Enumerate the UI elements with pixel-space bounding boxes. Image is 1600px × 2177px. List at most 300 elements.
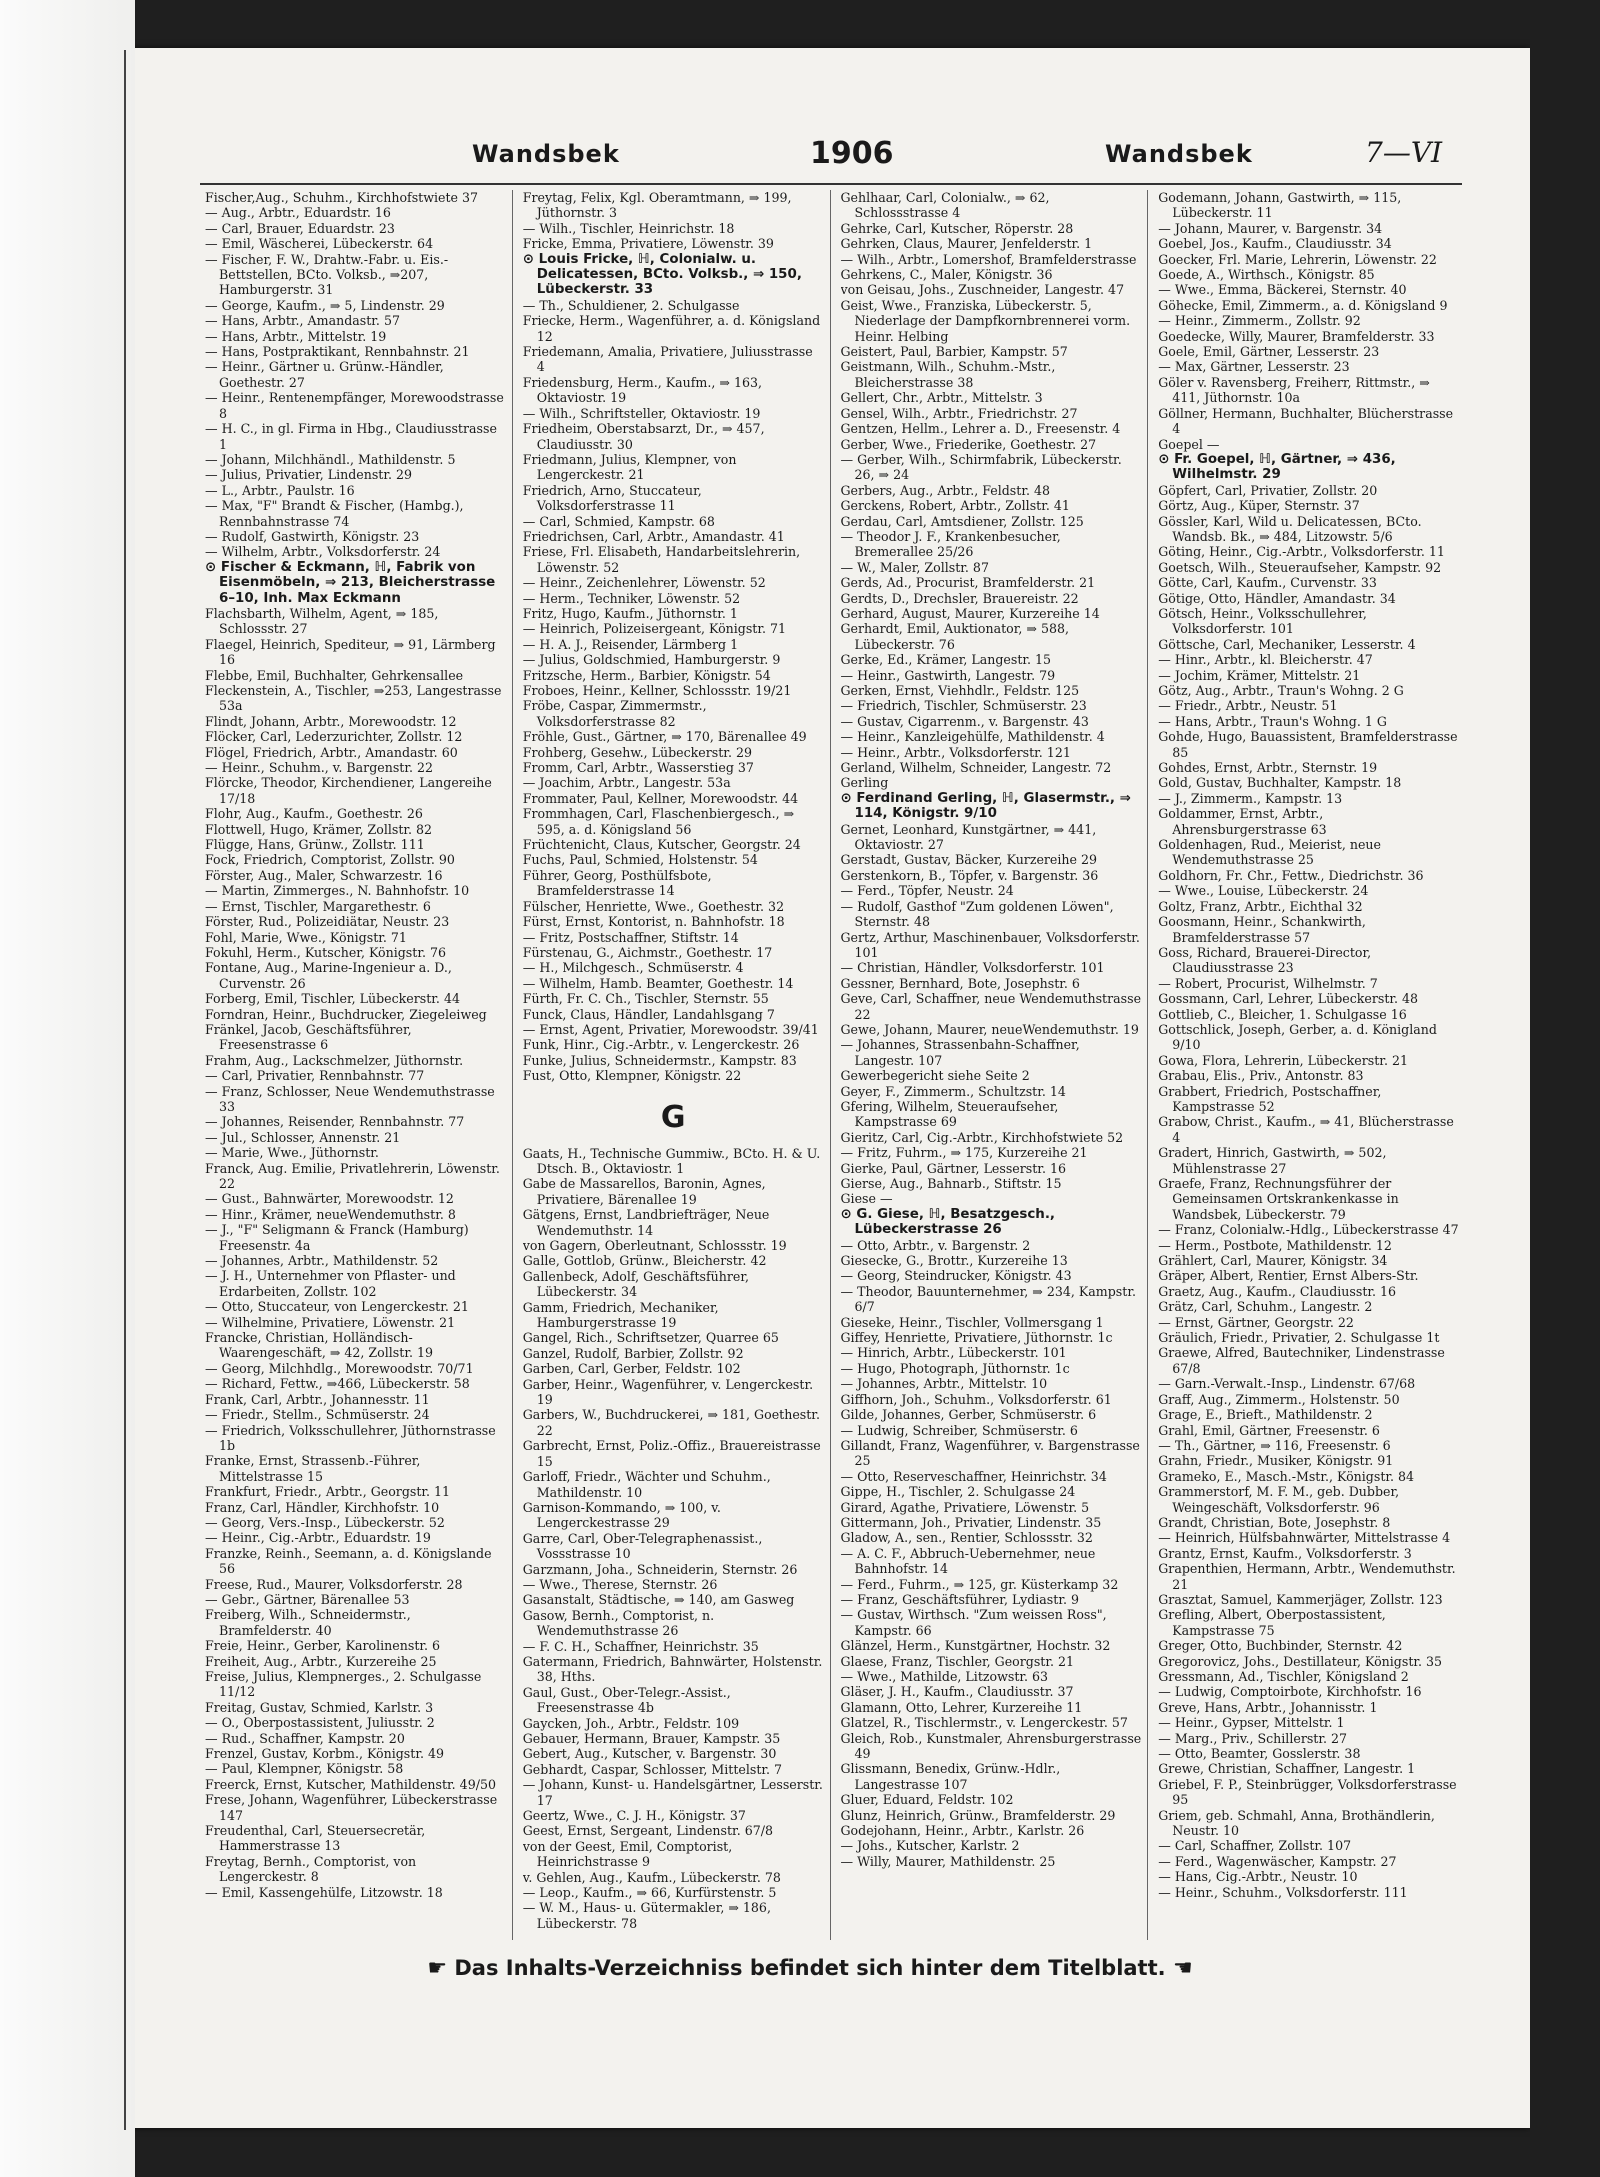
directory-entry: Flörcke, Theodor, Kirchendiener, Langereihe 17/18 xyxy=(205,775,492,806)
directory-entry: Fleckenstein, A., Tischler, ⇒253, Langestrasse 53a xyxy=(205,683,502,714)
directory-column-3 xyxy=(841,190,1149,1940)
directory-entry: — Heinr., Gärtner u. Grünw.-Händler, Goethestr. 27 xyxy=(205,359,444,390)
directory-entry: Gerhardt, Emil, Auktionator, ⇒ 588, Lübeckerstr. 76 xyxy=(840,621,1070,652)
directory-entry: — Marie, Wwe., Jüthornstr. xyxy=(205,1145,379,1161)
directory-entry: Gerstenkorn, B., Töpfer, v. Bargenstr. 36 xyxy=(840,867,1099,883)
directory-entry: — Franz, Colonialw.-Hdlg., Lübeckerstrasse 47 xyxy=(1158,1222,1459,1238)
directory-entry: — Hans, Arbtr., Amandastr. 57 xyxy=(205,313,400,329)
directory-entry: Gerling xyxy=(840,775,889,791)
directory-entry: — Wwe., Mathilde, Litzowstr. 63 xyxy=(840,1669,1049,1684)
directory-entry: Gossmann, Carl, Lehrer, Lübeckerstr. 48 xyxy=(1158,991,1419,1007)
directory-entry: Forndran, Heinr., Buchdrucker, Ziegeleiweg xyxy=(205,1006,487,1022)
directory-entry: Fohl, Marie, Wwe., Königstr. 71 xyxy=(205,929,407,945)
directory-entry: Gierse, Aug., Bahnarb., Stiftstr. 15 xyxy=(840,1176,1062,1191)
directory-entry: Flögel, Friedrich, Arbtr., Amandastr. 60 xyxy=(205,744,458,760)
directory-entry: Gräper, Albert, Rentier, Ernst Albers-Str. xyxy=(1158,1268,1419,1284)
directory-entry: Flachsbarth, Wilhelm, Agent, ⇒ 185, Schlossstr. 27 xyxy=(205,605,439,637)
directory-entry: Gottschlick, Joseph, Gerber, a. d. Königland 9/10 xyxy=(1158,1021,1437,1053)
directory-entry: Grasztat, Samuel, Kammerjäger, Zollstr. 123 xyxy=(1158,1591,1443,1607)
directory-entry: Glatzel, R., Tischlermstr., v. Lengerckestr. 57 xyxy=(840,1715,1128,1731)
directory-entry: Grählert, Carl, Maurer, Königstr. 34 xyxy=(1158,1253,1388,1269)
directory-entry: Funke, Julius, Schneidermstr., Kampstr. 83 xyxy=(522,1052,797,1068)
directory-entry: Gressmann, Ad., Tischler, Königsland 2 xyxy=(1158,1669,1409,1684)
directory-entry: — O., Oberpostassistent, Juliusstr. 2 xyxy=(205,1715,435,1731)
directory-entry: Fischer,Aug., Schuhm., Kirchhofstwiete 37 xyxy=(205,190,479,205)
directory-entry: Griebel, F. P., Steinbrügger, Volksdorferstrasse 95 xyxy=(1158,1776,1457,1808)
directory-entry: Gerdau, Carl, Amtsdiener, Zollstr. 125 xyxy=(840,513,1084,529)
directory-entry: Gaats, H., Technische Gummiw., BCto. H. & U. Dtsch. B., Oktaviostr. 1 xyxy=(522,1145,821,1176)
directory-entry: Goele, Emil, Gärtner, Lesserstr. 23 xyxy=(1158,344,1380,360)
directory-entry: Fürth, Fr. C. Ch., Tischler, Sternstr. 55 xyxy=(522,991,769,1007)
directory-entry: Göhecke, Emil, Zimmerm., a. d. Königsland 9 xyxy=(1158,297,1448,313)
directory-entry: Gilde, Johannes, Gerber, Schmüserstr. 6 xyxy=(840,1407,1097,1423)
directory-entry: Görtz, Aug., Küper, Sternstr. 37 xyxy=(1158,498,1360,514)
directory-entry: Gebert, Aug., Kutscher, v. Bargenstr. 30 xyxy=(522,1746,777,1762)
directory-entry: — J., "F" Seligmann & Franck (Hamburg) Freesenstr. 4a xyxy=(205,1222,469,1253)
directory-entry: — H. C., in gl. Firma in Hbg., Claudiusstrasse 1 xyxy=(205,421,497,452)
directory-entry: Garbrecht, Ernst, Poliz.-Offiz., Brauereistrasse 15 xyxy=(522,1438,821,1469)
directory-entry: Forberg, Emil, Tischler, Lübeckerstr. 44 xyxy=(205,991,460,1007)
directory-entry: Götsch, Heinr., Volksschullehrer, Volksdorferstr. 101 xyxy=(1158,605,1367,637)
directory-entry: — Hugo, Photograph, Jüthornstr. 1c xyxy=(840,1360,1070,1376)
directory-entry: Gerstadt, Gustav, Bäcker, Kurzereihe 29 xyxy=(840,852,1098,868)
directory-entry: ⊙ G. Giese, ℍ, Besatzgesch., Lübeckerstrasse 26 xyxy=(840,1206,1055,1238)
directory-entry: — Carl, Privatier, Rennbahnstr. 77 xyxy=(205,1068,425,1084)
pointing-hand-right-icon: ☛ xyxy=(427,1956,448,1981)
directory-entry: Fust, Otto, Klempner, Königstr. 22 xyxy=(522,1068,742,1084)
directory-entry: Friedensburg, Herm., Kaufm., ⇒ 163, Oktaviostr. 19 xyxy=(522,374,762,406)
directory-entry: Garnison-Kommando, ⇒ 100, v. Lengerckestrasse 29 xyxy=(522,1499,721,1531)
directory-entry: Gasanstalt, Städtische, ⇒ 140, am Gasweg xyxy=(522,1592,795,1608)
directory-entry: Gasow, Bernh., Comptorist, n. Wendemuthstrasse 26 xyxy=(522,1607,715,1639)
directory-entry: Fürst, Ernst, Kontorist, n. Bahnhofstr. 18 xyxy=(522,914,785,930)
directory-entry: — Johann, Kunst- u. Handelsgärtner, Lesserstr. 17 xyxy=(522,1777,823,1808)
directory-entry: Girard, Agathe, Privatiere, Löwenstr. 5 xyxy=(840,1499,1090,1515)
directory-entry: — Wwe., Louise, Lübeckerstr. 24 xyxy=(1158,883,1369,899)
directory-entry: Greve, Hans, Arbtr., Johannisstr. 1 xyxy=(1158,1699,1378,1715)
directory-entry: — Heinr., Schuhm., Volksdorferstr. 111 xyxy=(1158,1884,1408,1900)
directory-entry: Gerckens, Robert, Arbtr., Zollstr. 41 xyxy=(840,498,1070,514)
directory-entry: von der Geest, Emil, Comptorist, Heinrichstrasse 9 xyxy=(522,1838,733,1870)
directory-entry: — Ferd., Wagenwäscher, Kampstr. 27 xyxy=(1158,1853,1397,1869)
directory-entry: Geertz, Wwe., C. J. H., Königstr. 37 xyxy=(522,1808,746,1824)
directory-entry: Frankfurt, Friedr., Arbtr., Georgstr. 11 xyxy=(205,1484,451,1500)
directory-entry: Goepel — xyxy=(1158,436,1220,452)
directory-entry: — Martin, Zimmerges., N. Bahnhofstr. 10 xyxy=(205,883,470,899)
directory-entry: Graewe, Alfred, Bautechniker, Lindenstrasse 67/8 xyxy=(1158,1345,1445,1376)
directory-column-1 xyxy=(205,190,513,1940)
directory-entry: Gaul, Gust., Ober-Telegr.-Assist., Freesenstrasse 4b xyxy=(522,1684,731,1716)
directory-entry: — Heinr., Gypser, Mittelstr. 1 xyxy=(1158,1715,1345,1731)
directory-entry: Goldenhagen, Rud., Meierist, neue Wendemuthstrasse 25 xyxy=(1158,837,1381,868)
directory-entry: Godejohann, Heinr., Arbtr., Karlstr. 26 xyxy=(840,1823,1085,1839)
directory-entry: Ganzel, Rudolf, Barbier, Zollstr. 92 xyxy=(522,1345,744,1361)
directory-entry: — Georg, Vers.-Insp., Lübeckerstr. 52 xyxy=(205,1514,445,1530)
directory-entry: — Emil, Kassengehülfe, Litzowstr. 18 xyxy=(205,1884,443,1900)
directory-column-2 xyxy=(523,190,831,1940)
directory-entry: — W. M., Haus- u. Gütermakler, ⇒ 186, Lübeckerstr. 78 xyxy=(522,1900,771,1931)
directory-entry: Gertz, Arthur, Maschinenbauer, Volksdorferstr. 101 xyxy=(840,929,1140,960)
directory-entry: Fuchs, Paul, Schmied, Holstenstr. 54 xyxy=(522,852,758,868)
directory-entry: — Heinrich, Polizeisergeant, Königstr. 71 xyxy=(522,621,787,637)
directory-entry: Gräulich, Friedr., Privatier, 2. Schulgasse 1t xyxy=(1158,1330,1440,1346)
directory-entry: Gerds, Ad., Procurist, Bramfelderstr. 21 xyxy=(840,575,1096,591)
directory-entry: — Carl, Schmied, Kampstr. 68 xyxy=(522,513,715,529)
directory-entry: Garre, Carl, Ober-Telegraphenassist., Vossstrasse 10 xyxy=(522,1530,763,1562)
directory-entry: Göllner, Hermann, Buchhalter, Blücherstrasse 4 xyxy=(1158,405,1454,437)
directory-entry: — Georg, Steindrucker, Königstr. 43 xyxy=(840,1268,1072,1284)
directory-entry: ⊙ Fr. Goepel, ℍ, Gärtner, ⇒ 436, Wilhelmstr. 29 xyxy=(1158,451,1396,483)
directory-entry: Freie, Heinr., Gerber, Karolinenstr. 6 xyxy=(205,1638,441,1654)
footer-note xyxy=(360,1956,1260,1981)
directory-entry: Führer, Georg, Posthülfsbote, Bramfelderstrasse 14 xyxy=(522,867,712,899)
directory-entry: Grammerstorf, M. F. M., geb. Dubber, Weingeschäft, Volksdorferstr. 96 xyxy=(1158,1484,1400,1515)
directory-entry: — Hans, Cig.-Arbtr., Neustr. 10 xyxy=(1158,1869,1358,1885)
directory-entry: Gierke, Paul, Gärtner, Lesserstr. 16 xyxy=(840,1160,1066,1176)
directory-entry: Geist, Wwe., Franziska, Lübeckerstr. 5, Niederlage der Dampfkornbrennerei vorm. Heinr. Helbing xyxy=(840,297,1131,344)
directory-entry: Götte, Carl, Kaufm., Curvenstr. 33 xyxy=(1158,575,1377,591)
directory-entry: — Friedr., Stellm., Schmüserstr. 24 xyxy=(205,1407,430,1423)
directory-entry: Göting, Heinr., Cig.-Arbtr., Volksdorferstr. 11 xyxy=(1158,544,1445,560)
directory-entry: Gottlieb, C., Bleicher, 1. Schulgasse 16 xyxy=(1158,1006,1407,1022)
directory-entry: — Ernst, Gärtner, Georgstr. 22 xyxy=(1158,1314,1354,1330)
directory-entry: — Fritz, Postschaffner, Stiftstr. 14 xyxy=(522,929,739,945)
directory-entry: Gallenbeck, Adolf, Geschäftsführer, Lübeckerstr. 34 xyxy=(522,1268,749,1300)
directory-entry: Geistmann, Wilh., Schuhm.-Mstr., Bleicherstrasse 38 xyxy=(840,359,1056,390)
directory-entry: Gehlhaar, Carl, Colonialw., ⇒ 62, Schlossstrasse 4 xyxy=(840,190,1050,221)
directory-entry: — Leop., Kaufm., ⇒ 66, Kurfürstenstr. 5 xyxy=(522,1885,777,1901)
directory-entry: Förster, Aug., Maler, Schwarzestr. 16 xyxy=(205,867,443,883)
directory-entry: Flöcker, Carl, Lederzurichter, Zollstr. 12 xyxy=(205,729,463,745)
directory-entry: — Gustav, Wirthsch. "Zum weissen Ross", Kampstr. 66 xyxy=(840,1607,1107,1638)
directory-entry: Frese, Johann, Wagenführer, Lübeckerstrasse 147 xyxy=(205,1792,498,1823)
directory-entry: — Marg., Priv., Schillerstr. 27 xyxy=(1158,1730,1348,1746)
directory-entry: Gätgens, Ernst, Landbriefträger, Neue Wendemuthstr. 14 xyxy=(522,1207,770,1238)
directory-entry: Grefling, Albert, Oberpostassistent, Kampstrasse 75 xyxy=(1158,1607,1386,1638)
directory-entry: — Ludwig, Comptoirbote, Kirchhofstr. 16 xyxy=(1158,1684,1422,1700)
directory-entry: Graetz, Aug., Kaufm., Claudiusstr. 16 xyxy=(1158,1283,1397,1299)
directory-entry: Gessner, Bernhard, Bote, Josephstr. 6 xyxy=(840,975,1080,991)
directory-entry: — Ernst, Tischler, Margarethestr. 6 xyxy=(205,898,431,914)
directory-entry: — W., Maler, Zollstr. 87 xyxy=(840,559,989,575)
directory-entry: — Garn.-Verwalt.-Insp., Lindenstr. 67/68 xyxy=(1158,1376,1416,1392)
directory-entry: — Heinr., Schuhm., v. Bargenstr. 22 xyxy=(205,760,434,776)
directory-entry: Geve, Carl, Schaffner, neue Wendemuthstrasse 22 xyxy=(840,991,1142,1022)
directory-entry: Garzmann, Joha., Schneiderin, Sternstr. 26 xyxy=(522,1561,798,1577)
directory-entry: Gladow, A., sen., Rentier, Schlossstr. 32 xyxy=(840,1530,1093,1546)
directory-entry: Franke, Ernst, Strassenb.-Führer, Mittelstrasse 15 xyxy=(205,1453,421,1484)
section-letter: G xyxy=(660,1099,686,1135)
directory-entry: — H. A. J., Reisender, Lärmberg 1 xyxy=(522,636,739,652)
directory-entry: — Johannes, Arbtr., Mathildenstr. 52 xyxy=(205,1253,439,1269)
directory-entry: Garben, Carl, Gerber, Feldstr. 102 xyxy=(522,1361,741,1377)
directory-entry: Goss, Richard, Brauerei-Director, Claudiusstrasse 23 xyxy=(1158,944,1372,976)
directory-entry: Flebbe, Emil, Buchhalter, Gehrkensallee xyxy=(205,667,464,683)
directory-entry: — F. C. H., Schaffner, Heinrichstr. 35 xyxy=(522,1638,759,1654)
directory-entry: Göttsche, Carl, Mechaniker, Lesserstr. 4 xyxy=(1158,636,1416,652)
directory-entry: — Wilh., Arbtr., Lomershof, Bramfelderstrasse xyxy=(840,251,1137,267)
directory-entry: Fromm, Carl, Arbtr., Wasserstieg 37 xyxy=(522,760,754,776)
directory-entry: von Gagern, Oberleutnant, Schlossstr. 19 xyxy=(522,1238,787,1253)
directory-entry: — Max, "F" Brandt & Fischer, (Hambg.), Rennbahnstrasse 74 xyxy=(205,498,464,529)
directory-entry: Gillandt, Franz, Wagenführer, v. Bargenstrasse 25 xyxy=(840,1437,1140,1469)
directory-entry: Goldammer, Ernst, Arbtr., Ahrensburgerstrasse 63 xyxy=(1158,806,1327,837)
directory-entry: Grandt, Christian, Bote, Josephstr. 8 xyxy=(1158,1514,1391,1530)
pointing-hand-left-icon: ☚ xyxy=(1172,1956,1193,1981)
directory-entry: Freytag, Bernh., Comptorist, von Lengerckestr. 8 xyxy=(205,1853,417,1885)
directory-entry: Frenzel, Gustav, Korbm., Königstr. 49 xyxy=(205,1746,445,1762)
directory-entry: Grabbert, Friedrich, Postschaffner, Kampstrasse 52 xyxy=(1158,1083,1382,1114)
directory-entry: Gold, Gustav, Buchhalter, Kampstr. 18 xyxy=(1158,775,1402,791)
directory-entry: Gangel, Rich., Schriftsetzer, Quarree 65 xyxy=(522,1330,779,1346)
directory-entry: Geistert, Paul, Barbier, Kampstr. 57 xyxy=(840,344,1068,360)
directory-entry: — Gust., Bahnwärter, Morewoodstr. 12 xyxy=(205,1191,454,1207)
directory-entry: Garloff, Friedr., Wächter und Schuhm., Mathildenstr. 10 xyxy=(522,1469,771,1500)
directory-entry: — Wilhelmine, Privatiere, Löwenstr. 21 xyxy=(205,1314,456,1330)
directory-entry: Freiberg, Wilh., Schneidermstr., Bramfelderstr. 40 xyxy=(205,1607,411,1638)
directory-entry: Flindt, Johann, Arbtr., Morewoodstr. 12 xyxy=(205,713,457,729)
directory-entry: — Heinr., Arbtr., Volksdorferstr. 121 xyxy=(840,744,1071,760)
directory-entry: Gellert, Chr., Arbtr., Mittelstr. 3 xyxy=(840,390,1043,406)
directory-entry: Flohr, Aug., Kaufm., Goethestr. 26 xyxy=(205,806,423,822)
directory-entry: Gamm, Friedrich, Mechaniker, Hamburgerstrasse 19 xyxy=(522,1299,719,1331)
directory-entry: — Gerber, Wilh., Schirmfabrik, Lübeckerstr. 26, ⇒ 24 xyxy=(840,451,1122,483)
left-margin-strip xyxy=(0,0,135,2177)
directory-entry: Grapenthien, Hermann, Arbtr., Wendemuthstr. 21 xyxy=(1158,1561,1456,1592)
directory-entry: Gabe de Massarellos, Baronin, Agnes, Privatiere, Bärenallee 19 xyxy=(522,1176,766,1207)
directory-entry: — H., Milchgesch., Schmüserstr. 4 xyxy=(522,960,744,976)
directory-entry: Grahl, Emil, Gärtner, Freesenstr. 6 xyxy=(1158,1422,1380,1438)
header-year: 1906 xyxy=(810,136,894,171)
directory-entry: Gerdts, D., Drechsler, Brauereistr. 22 xyxy=(840,590,1079,606)
directory-entry: — Julius, Goldschmied, Hamburgerstr. 9 xyxy=(522,652,781,668)
directory-entry: Francke, Christian, Holländisch-Waarengeschäft, ⇒ 42, Zollstr. 19 xyxy=(205,1330,433,1361)
directory-entry: Flottwell, Hugo, Krämer, Zollstr. 82 xyxy=(205,821,433,837)
directory-entry: Gleich, Rob., Kunstmaler, Ahrensburgerstrasse 49 xyxy=(840,1730,1142,1762)
directory-entry: — Th., Gärtner, ⇒ 116, Freesenstr. 6 xyxy=(1158,1437,1391,1453)
directory-entry: Friedheim, Oberstabsarzt, Dr., ⇒ 457, Claudiusstr. 30 xyxy=(522,421,765,452)
directory-entry: Garbers, W., Buchdruckerei, ⇒ 181, Goethestr. 22 xyxy=(522,1407,820,1438)
directory-entry: Grage, E., Brieft., Mathildenstr. 2 xyxy=(1158,1407,1373,1423)
directory-entry: Gläser, J. H., Kaufm., Claudiusstr. 37 xyxy=(840,1684,1074,1700)
directory-entry: — Wilhelm, Arbtr., Volksdorferstr. 24 xyxy=(205,544,441,560)
directory-entry: Goedecke, Willy, Maurer, Bramfelderstr. 33 xyxy=(1158,328,1435,344)
directory-entry: Göpfert, Carl, Privatier, Zollstr. 20 xyxy=(1158,482,1378,498)
directory-entry: Friedrichsen, Carl, Arbtr., Amandastr. 41 xyxy=(522,528,785,544)
directory-entry: Gehrke, Carl, Kutscher, Röperstr. 28 xyxy=(840,220,1074,236)
directory-entry: von Geisau, Johs., Zuschneider, Langestr. 47 xyxy=(840,282,1125,298)
directory-entry: Gaycken, Joh., Arbtr., Feldstr. 109 xyxy=(522,1715,740,1731)
directory-entry: Fröbe, Caspar, Zimmermstr., Volksdorferstrasse 82 xyxy=(522,698,707,729)
directory-entry: Gowa, Flora, Lehrerin, Lübeckerstr. 21 xyxy=(1158,1052,1408,1068)
directory-entry: Grabow, Christ., Kaufm., ⇒ 41, Blücherstrasse 4 xyxy=(1158,1114,1454,1145)
directory-entry: Franz, Carl, Händler, Kirchhofstr. 10 xyxy=(205,1499,440,1515)
directory-entry: Goecker, Frl. Marie, Lehrerin, Löwenstr. 22 xyxy=(1158,251,1437,267)
directory-entry: ⊙ Fischer & Eckmann, ℍ, Fabrik von Eisenmöbeln, ⇒ 213, Bleicherstrasse 6–10, Inh. Max Eckmann xyxy=(205,559,496,606)
header-page-number: 7—VI xyxy=(1365,136,1443,169)
directory-entry: Grewe, Christian, Schaffner, Langestr. 1 xyxy=(1158,1761,1416,1777)
directory-entry: Giesecke, G., Brottr., Kurzereihe 13 xyxy=(840,1253,1068,1269)
directory-entry: — Johannes, Reisender, Rennbahnstr. 77 xyxy=(205,1114,465,1130)
directory-entry: — Heinr., Kanzleigehülfe, Mathildenstr. 4 xyxy=(840,729,1105,745)
directory-entry: — Heinr., Zimmerm., Zollstr. 92 xyxy=(1158,313,1361,329)
directory-entry: — Julius, Privatier, Lindenstr. 29 xyxy=(205,467,413,483)
directory-entry: Graff, Aug., Zimmerm., Holstenstr. 50 xyxy=(1158,1391,1400,1407)
directory-entry: — Fritz, Fuhrm., ⇒ 175, Kurzereihe 21 xyxy=(840,1145,1088,1161)
directory-entry: — Wilh., Tischler, Heinrichstr. 18 xyxy=(522,220,735,236)
directory-entry: Glaese, Franz, Tischler, Georgstr. 21 xyxy=(840,1653,1075,1669)
directory-entry: — Christian, Händler, Volksdorferstr. 101 xyxy=(840,960,1105,976)
directory-entry: Göler v. Ravensberg, Freiherr, Rittmstr., ⇒ 411, Jüthornstr. 10a xyxy=(1158,374,1430,406)
directory-entry: — Franz, Geschäftsführer, Lydiastr. 9 xyxy=(840,1591,1079,1607)
directory-entry: — Johannes, Strassenbahn-Schaffner, Langestr. 107 xyxy=(840,1037,1080,1068)
footer-text: Das Inhalts-Verzeichniss befindet sich hinter dem Titelblatt. xyxy=(454,1956,1166,1980)
directory-entry: — Richard, Fettw., ⇒466, Lübeckerstr. 58 xyxy=(205,1376,470,1392)
directory-entry: — Jochim, Krämer, Mittelstr. 21 xyxy=(1158,667,1361,683)
directory-entry: — Johannes, Arbtr., Mittelstr. 10 xyxy=(840,1376,1048,1392)
directory-entry: Götige, Otto, Händler, Amandastr. 34 xyxy=(1158,590,1396,606)
directory-entry: — A. C. F., Abbruch-Uebernehmer, neue Bahnhofstr. 14 xyxy=(840,1545,1096,1577)
directory-columns xyxy=(205,190,1465,1940)
directory-entry: Gohdes, Ernst, Arbtr., Sternstr. 19 xyxy=(1158,760,1378,776)
directory-entry: Godemann, Johann, Gastwirth, ⇒ 115, Lübeckerstr. 11 xyxy=(1158,190,1402,221)
directory-entry: — Friedrich, Volksschullehrer, Jüthornstrasse 1b xyxy=(205,1422,496,1453)
directory-entry: Gehrkens, C., Maler, Königstr. 36 xyxy=(840,267,1053,283)
page-header xyxy=(200,136,1460,180)
directory-entry: — Gustav, Cigarrenm., v. Bargenstr. 43 xyxy=(840,713,1089,729)
directory-entry: — Fischer, F. W., Drahtw.-Fabr. u. Eis.-Bettstellen, BCto. Volksb., ⇒207, Hamburgerstr. 31 xyxy=(205,251,449,298)
directory-entry: Galle, Gottlob, Grünw., Bleicherstr. 42 xyxy=(522,1253,767,1269)
directory-entry: Gregorovicz, Johs., Destillateur, Königstr. 35 xyxy=(1158,1653,1443,1669)
directory-entry: Goede, A., Wirthsch., Königstr. 85 xyxy=(1158,267,1375,283)
directory-entry: Flügge, Hans, Grünw., Zollstr. 111 xyxy=(205,837,425,853)
directory-entry: — L., Arbtr., Paulstr. 16 xyxy=(205,482,355,498)
directory-entry: — Johann, Maurer, v. Bargenstr. 34 xyxy=(1158,220,1383,236)
directory-entry: Fülscher, Henriette, Wwe., Goethestr. 32 xyxy=(522,898,785,914)
directory-entry: Gensel, Wilh., Arbtr., Friedrichstr. 27 xyxy=(840,405,1078,421)
directory-entry: Gentzen, Hellm., Lehrer a. D., Freesenstr. 4 xyxy=(840,421,1121,437)
directory-entry: Freese, Rud., Maurer, Volksdorferstr. 28 xyxy=(205,1576,463,1592)
directory-entry: Garber, Heinr., Wagenführer, v. Lengerckestr. 19 xyxy=(522,1376,814,1408)
directory-entry: — Max, Gärtner, Lesserstr. 23 xyxy=(1158,359,1350,375)
directory-entry: Gebauer, Hermann, Brauer, Kampstr. 35 xyxy=(522,1731,781,1746)
directory-entry: — Heinr., Cig.-Arbtr., Eduardstr. 19 xyxy=(205,1530,431,1546)
directory-entry: Fränkel, Jacob, Geschäftsführer, Freesenstrasse 6 xyxy=(205,1021,412,1053)
directory-entry: — Robert, Procurist, Wilhelmstr. 7 xyxy=(1158,975,1378,991)
header-rule xyxy=(200,183,1462,185)
directory-entry: Frohberg, Gesehw., Lübeckerstr. 29 xyxy=(522,744,752,760)
directory-entry: Friedrich, Arno, Stuccateur, Volksdorferstrasse 11 xyxy=(522,482,702,514)
directory-entry: — Hinrich, Arbtr., Lübeckerstr. 101 xyxy=(840,1345,1067,1361)
directory-entry: Glamann, Otto, Lehrer, Kurzereihe 11 xyxy=(840,1699,1083,1715)
directory-entry: Gerber, Wwe., Friederike, Goethestr. 27 xyxy=(840,436,1097,452)
directory-entry: Griem, geb. Schmahl, Anna, Brothändlerin, Neustr. 10 xyxy=(1158,1807,1435,1839)
directory-entry: Fricke, Emma, Privatiere, Löwenstr. 39 xyxy=(522,236,774,252)
directory-entry: — Friedr., Arbtr., Neustr. 51 xyxy=(1158,698,1338,714)
directory-entry: ⊙ Ferdinand Gerling, ℍ, Glasermstr., ⇒ 114, Königstr. 9/10 xyxy=(840,790,1131,822)
directory-entry: Grameko, E., Masch.-Mstr., Königstr. 84 xyxy=(1158,1468,1415,1484)
directory-entry: Frank, Carl, Arbtr., Johannesstr. 11 xyxy=(205,1391,430,1407)
directory-entry: Gerke, Ed., Krämer, Langestr. 15 xyxy=(840,652,1052,668)
directory-entry: Frahm, Aug., Lackschmelzer, Jüthornstr. xyxy=(205,1052,464,1068)
directory-entry: Grantz, Ernst, Kaufm., Volksdorferstr. 3 xyxy=(1158,1545,1412,1561)
directory-entry: Fritz, Hugo, Kaufm., Jüthornstr. 1 xyxy=(522,605,738,621)
directory-entry: Gieritz, Carl, Cig.-Arbtr., Kirchhofstwiete 52 xyxy=(840,1129,1124,1145)
directory-entry: Freerck, Ernst, Kutscher, Mathildenstr. 49/50 xyxy=(205,1776,496,1792)
directory-entry: — Carl, Schaffner, Zollstr. 107 xyxy=(1158,1838,1352,1854)
directory-entry: — Otto, Arbtr., v. Bargenstr. 2 xyxy=(840,1237,1031,1253)
directory-entry: — Theodor J. F., Krankenbesucher, Bremerallee 25/26 xyxy=(840,528,1061,560)
directory-entry: Goebel, Jos., Kaufm., Claudiusstr. 34 xyxy=(1158,236,1392,252)
directory-entry: Gfering, Wilhelm, Steueraufseher, Kampstrasse 69 xyxy=(840,1098,1059,1130)
header-right-title: Wandsbek xyxy=(1105,140,1253,168)
directory-entry: Glänzel, Herm., Kunstgärtner, Hochstr. 32 xyxy=(840,1638,1111,1654)
directory-entry: — Hinr., Arbtr., kl. Bleicherstr. 47 xyxy=(1158,652,1373,668)
directory-entry: — Heinrich, Hülfsbahnwärter, Mittelstrasse 4 xyxy=(1158,1530,1451,1546)
directory-entry: Goosmann, Heinr., Schankwirth, Bramfelderstrasse 57 xyxy=(1158,914,1366,945)
directory-entry: Funck, Claus, Händler, Landahlsgang 7 xyxy=(522,1006,775,1022)
directory-entry: Gluer, Eduard, Feldstr. 102 xyxy=(840,1792,1014,1808)
directory-entry: Gatermann, Friedrich, Bahnwärter, Holstenstr. 38, Hths. xyxy=(522,1653,823,1685)
directory-entry: Gerbers, Aug., Arbtr., Feldstr. 48 xyxy=(840,482,1050,498)
directory-entry: — Otto, Beamter, Gosslerstr. 38 xyxy=(1158,1746,1361,1762)
directory-entry: — Heinr., Gastwirth, Langestr. 79 xyxy=(840,667,1056,683)
directory-entry: — Paul, Klempner, Königstr. 58 xyxy=(205,1761,404,1777)
directory-entry: — Hans, Arbtr., Traun's Wohng. 1 G xyxy=(1158,713,1387,729)
directory-entry: — Jul., Schlosser, Annenstr. 21 xyxy=(205,1129,401,1145)
directory-entry: Friedemann, Amalia, Privatiere, Juliusstrasse 4 xyxy=(522,344,813,375)
directory-entry: Früchtenicht, Claus, Kutscher, Georgstr. 24 xyxy=(522,837,801,853)
directory-entry: Gerken, Ernst, Viehhdlr., Feldstr. 125 xyxy=(840,683,1080,698)
directory-entry: Franzke, Reinh., Seemann, a. d. Königslande 56 xyxy=(205,1545,492,1577)
directory-entry: — Hinr., Krämer, neueWendemuthstr. 8 xyxy=(205,1206,456,1222)
directory-entry: — Willy, Maurer, Mathildenstr. 25 xyxy=(840,1853,1056,1869)
directory-entry: — Emil, Wäscherei, Lübeckerstr. 64 xyxy=(205,236,434,252)
directory-entry: Greger, Otto, Buchbinder, Sternstr. 42 xyxy=(1158,1638,1403,1654)
directory-entry: Grahn, Friedr., Musiker, Königstr. 91 xyxy=(1158,1453,1394,1469)
directory-entry: Freiheit, Aug., Arbtr., Kurzereihe 25 xyxy=(205,1653,437,1669)
directory-entry: Funk, Hinr., Cig.-Arbtr., v. Lengerckestr. 26 xyxy=(522,1037,800,1053)
directory-entry: — Herm., Postbote, Mathildenstr. 12 xyxy=(1158,1237,1392,1253)
directory-entry: — Otto, Reserveschaffner, Heinrichstr. 34 xyxy=(840,1468,1107,1484)
directory-column-4 xyxy=(1158,190,1465,1940)
directory-entry: — Herm., Techniker, Löwenstr. 52 xyxy=(522,590,741,606)
directory-entry: Grätz, Carl, Schuhm., Langestr. 2 xyxy=(1158,1299,1373,1315)
directory-entry: — Joachim, Arbtr., Langestr. 53a xyxy=(522,775,731,791)
directory-entry: Gradert, Hinrich, Gastwirth, ⇒ 502, Mühlenstrasse 27 xyxy=(1158,1145,1387,1176)
directory-entry: Freise, Julius, Klempnerges., 2. Schulgasse 11/12 xyxy=(205,1669,482,1700)
directory-entry: — Rud., Schaffner, Kampstr. 20 xyxy=(205,1730,405,1746)
directory-entry: Götz, Aug., Arbtr., Traun's Wohng. 2 G xyxy=(1158,683,1404,698)
directory-entry: — Carl, Brauer, Eduardstr. 23 xyxy=(205,220,395,236)
directory-entry: Freitag, Gustav, Schmied, Karlstr. 3 xyxy=(205,1699,434,1715)
directory-entry: Gerland, Wilhelm, Schneider, Langestr. 72 xyxy=(840,760,1112,776)
directory-entry: Gernet, Leonhard, Kunstgärtner, ⇒ 441, Oktaviostr. 27 xyxy=(840,821,1097,853)
directory-entry: — Hans, Arbtr., Mittelstr. 19 xyxy=(205,328,387,344)
directory-entry: Gieseke, Heinr., Tischler, Vollmersgang 1 xyxy=(840,1314,1104,1330)
directory-entry: — Heinr., Zeichenlehrer, Löwenstr. 52 xyxy=(522,575,766,591)
directory-entry: Franck, Aug. Emilie, Privatlehrerin, Löwenstr. 22 xyxy=(205,1160,500,1191)
directory-entry: — Rudolf, Gasthof "Zum goldenen Löwen", Sternstr. 48 xyxy=(840,898,1114,930)
directory-entry: — Hans, Postpraktikant, Rennbahnstr. 21 xyxy=(205,344,470,360)
directory-entry: Giese — xyxy=(840,1191,893,1207)
directory-entry: Fritzsche, Herm., Barbier, Königstr. 54 xyxy=(522,667,771,683)
directory-entry: — Wwe., Emma, Bäckerei, Sternstr. 40 xyxy=(1158,282,1407,298)
directory-entry: — Johann, Milchhändl., Mathildenstr. 5 xyxy=(205,451,456,467)
directory-entry: — Georg, Milchhdlg., Morewoodstr. 70/71 xyxy=(205,1360,474,1376)
directory-entry: v. Gehlen, Aug., Kaufm., Lübeckerstr. 78 xyxy=(522,1869,781,1885)
directory-entry: Friese, Frl. Elisabeth, Handarbeitslehrerin, Löwenstr. 52 xyxy=(522,544,801,575)
